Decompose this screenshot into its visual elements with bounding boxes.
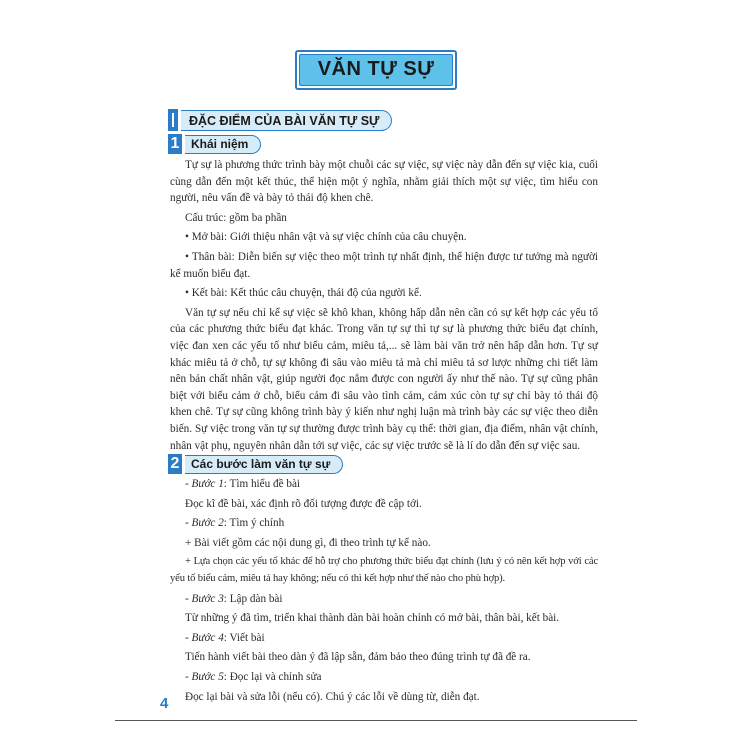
step-line: Từ những ý đã tìm, triển khai thành dàn bài hoàn chỉnh có mở bài, thân bài, kết bài. xyxy=(185,612,560,625)
step-name: : Đọc lại và chỉnh sửa xyxy=(223,670,322,683)
step-heading: - Bước 5: Đọc lại và chỉnh sửa xyxy=(185,670,322,683)
list-item: • Thân bài: Diễn biến sự việc theo một trình tự nhất định, thể hiện được tư tưởng mà người kể muốn biểu đạt. xyxy=(170,250,598,280)
page-number: 4 xyxy=(160,695,169,712)
list-item: • Mở bài: Giới thiệu nhân vật và sự việc chính của câu chuyện. xyxy=(185,231,467,244)
title-area xyxy=(0,50,752,90)
subsection-number: 2 xyxy=(168,454,185,474)
page-title: VĂN TỰ SỰ xyxy=(299,54,454,86)
step-name: : Tìm hiểu đề bài xyxy=(223,478,301,490)
paragraph: Tự sự là phương thức trình bày một chuỗi các sự việc, sự việc này dẫn đến sự việc kia, cuối cùng dẫn đến một kết thúc, thể hiện một ý nghĩa, nhằm giải thích một sự việc, tìm hiểu con người, nêu vấn đề và bày tỏ thái độ khen chê. xyxy=(170,159,598,205)
step-line: Tiến hành viết bài theo dàn ý đã lập sẵn, đảm bảo theo đúng trình tự đã đề ra. xyxy=(185,651,531,664)
paragraph: Văn tự sự nếu chỉ kể sự việc sẽ khô khan, không hấp dẫn nên cần có sự kết hợp các yếu tố của các phương thức biểu đạt khác. Trong văn tự sự thì tự sự là phương thức biểu đạt chính, việc đan xen các yếu tố như biểu cảm, miêu tả,... sẽ làm bài văn trở nên hấp dẫn hơn. Tự sự khác miêu tả ở chỗ, tự sự không đi sâu vào miêu tả mà chỉ miêu tả sơ lược những chi tiết làm nên bản chất nhân vật, giúp người đọc nắm được con người ấy như thế nào. Tự sự cũng phân biệt với biểu cảm ở chỗ, biểu cảm đi sâu vào tình cảm, cảm xúc còn tự sự chỉ bày tỏ thái độ khen chê. Tự sự cũng không trình bày ý kiến như nghị luận mà trình bày các sự việc theo diễn biến. Sự việc trong văn tự sự thường được trình bày cụ thể: thời gian, địa điểm, nhân vật chính, nhân vật phụ, nguyên nhân dẫn tới sự việc, các sự việc trước sẽ là lí do dẫn đến sự việc sau. xyxy=(170,306,598,452)
bottom-divider xyxy=(115,720,637,721)
step-heading: - Bước 3: Lập dàn bài xyxy=(185,592,283,605)
subsection-title: Các bước làm văn tự sự xyxy=(185,455,343,474)
paragraph: Cấu trúc: gồm ba phần xyxy=(185,211,287,224)
list-item: • Kết bài: Kết thúc câu chuyện, thái độ của người kể. xyxy=(185,287,422,300)
step-line: + Lựa chọn các yếu tố khác để hỗ trợ cho phương thức biểu đạt chính (lưu ý có nên kết hợp với các yếu tố biểu cảm, miêu tả hay không; nếu có thì kết hợp như thế nào cho phù hợp). xyxy=(170,556,598,584)
subsection-header-1 xyxy=(168,134,261,154)
step-heading: - Bước 4: Viết bài xyxy=(185,631,265,644)
title-box xyxy=(295,50,458,90)
step-name: : Tìm ý chính xyxy=(223,517,285,530)
subsection-number: 1 xyxy=(168,134,185,154)
step-label: Bước 5 xyxy=(191,670,224,683)
step-line: Đọc lại bài và sửa lỗi (nếu có). Chú ý các lỗi về dùng từ, diễn đạt. xyxy=(185,690,480,703)
step-label: Bước 2 xyxy=(191,517,224,530)
subsection-header-2 xyxy=(168,454,343,474)
step-heading: - Bước 1: Tìm hiểu đề bài xyxy=(185,478,301,490)
step-label: Bước 3 xyxy=(191,592,224,605)
subsection-1-body xyxy=(170,157,598,457)
step-line: Đọc kĩ đề bài, xác định rõ đối tượng được đề cập tới. xyxy=(185,497,422,510)
step-label: Bước 1 xyxy=(191,478,224,490)
step-label: Bước 4 xyxy=(191,631,224,644)
section-header xyxy=(168,109,392,131)
step-heading: - Bước 2: Tìm ý chính xyxy=(185,517,285,530)
section-title: ĐẶC ĐIỂM CỦA BÀI VĂN TỰ SỰ xyxy=(181,110,392,131)
subsection-2-body xyxy=(170,476,598,708)
section-roman-marker xyxy=(168,109,181,131)
step-name: : Viết bài xyxy=(223,631,265,644)
subsection-title: Khái niệm xyxy=(185,135,261,154)
step-line: + Bài viết gồm các nội dung gì, đi theo trình tự kể nào. xyxy=(185,536,431,549)
step-name: : Lập dàn bài xyxy=(223,592,283,605)
